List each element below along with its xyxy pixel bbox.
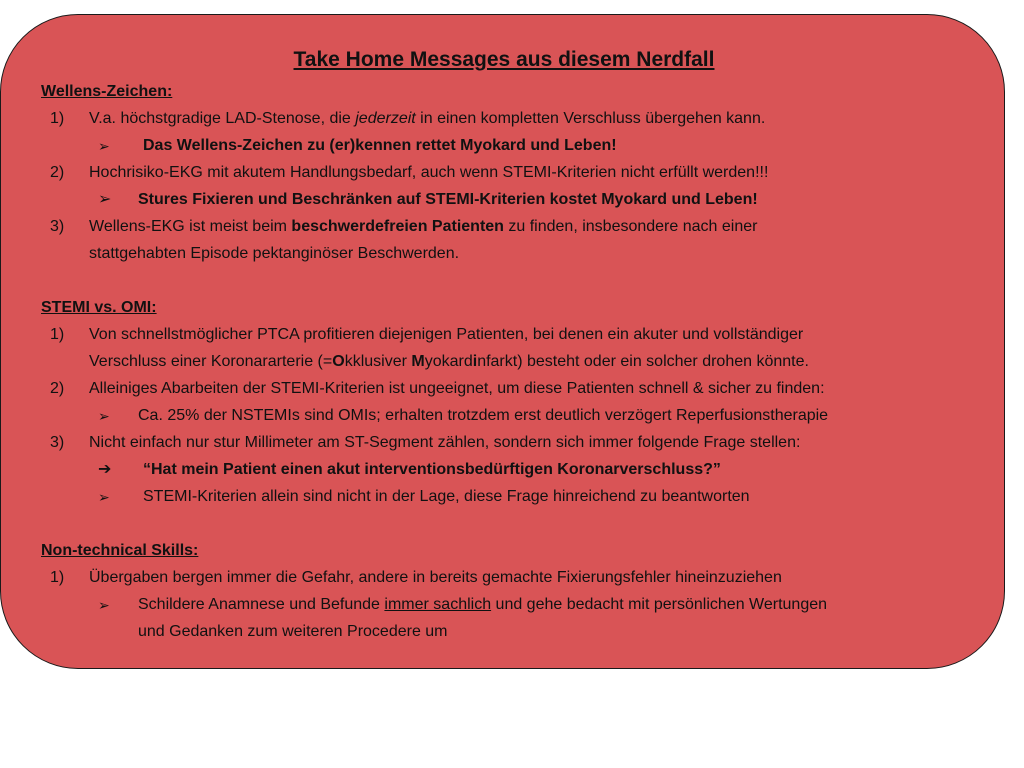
bullet-text-continued: und Gedanken zum weiteren Procedere um [138, 623, 448, 640]
item-number: 1) [50, 569, 65, 586]
section-heading-wellens: Wellens-Zeichen: [41, 83, 173, 100]
bullet-icon: ➢ [98, 138, 110, 154]
item-text: Hochrisiko-EKG mit akutem Handlungsbedarf, auch wenn STEMI-Kriterien nicht erfüllt werden!!! [89, 164, 769, 181]
item-text: Nicht einfach nur stur Millimeter am ST-Segment zählen, sondern sich immer folgende Frage stellen: [89, 434, 801, 451]
section-heading-non-technical: Non-technical Skills: [41, 542, 199, 559]
item-text-continued: Verschluss einer Koronararterie (=Okklusiver Myokardinfarkt) besteht oder ein solcher drohen könnte. [89, 353, 809, 370]
bullet-text: STEMI-Kriterien allein sind nicht in der Lage, diese Frage hinreichend zu beantworten [143, 488, 750, 505]
bullet-text: Ca. 25% der NSTEMIs sind OMIs; erhalten trotzdem erst deutlich verzögert Reperfusionstherapie [138, 407, 829, 424]
item-number: 2) [50, 380, 65, 397]
bullet-icon: ➢ [98, 597, 110, 613]
page-title: Take Home Messages aus diesem Nerdfall [293, 48, 715, 71]
item-text: Von schnellstmöglicher PTCA profitieren diejenigen Patienten, bei denen ein akuter und vollständiger [89, 326, 804, 343]
item-text-continued: stattgehabten Episode pektanginöser Beschwerden. [89, 245, 460, 262]
item-text: Alleiniges Abarbeiten der STEMI-Kriterien ist ungeeignet, um diese Patienten schnell & sicher zu finden: [89, 380, 825, 397]
bullet-text: Das Wellens-Zeichen zu (er)kennen rettet Myokard und Leben! [143, 137, 617, 154]
arrow-text: “Hat mein Patient einen akut interventionsbedürftigen Koronarverschluss?” [143, 461, 721, 478]
item-number: 1) [50, 110, 65, 127]
item-number: 3) [50, 434, 65, 451]
bullet-icon: ➢ [98, 191, 112, 208]
item-number: 1) [50, 326, 65, 343]
bullet-icon: ➢ [98, 489, 110, 505]
bullet-icon: ➢ [98, 408, 110, 424]
item-number: 2) [50, 164, 65, 181]
item-text: Übergaben bergen immer die Gefahr, andere in bereits gemachte Fixierungsfehler hineinzuziehen [89, 569, 782, 586]
item-text: Wellens-EKG ist meist beim beschwerdefreien Patienten zu finden, insbesondere nach einer [89, 218, 758, 235]
arrow-icon: ➔ [98, 461, 112, 478]
bullet-text: Stures Fixieren und Beschränken auf STEMI-Kriterien kostet Myokard und Leben! [138, 191, 758, 208]
item-text: V.a. höchstgradige LAD-Stenose, die jederzeit in einen kompletten Verschluss übergehen kann. [89, 110, 766, 127]
section-heading-stemi-omi: STEMI vs. OMI: [41, 299, 157, 316]
bullet-text: Schildere Anamnese und Befunde immer sachlich und gehe bedacht mit persönlichen Wertungen [138, 596, 828, 613]
item-number: 3) [50, 218, 65, 235]
